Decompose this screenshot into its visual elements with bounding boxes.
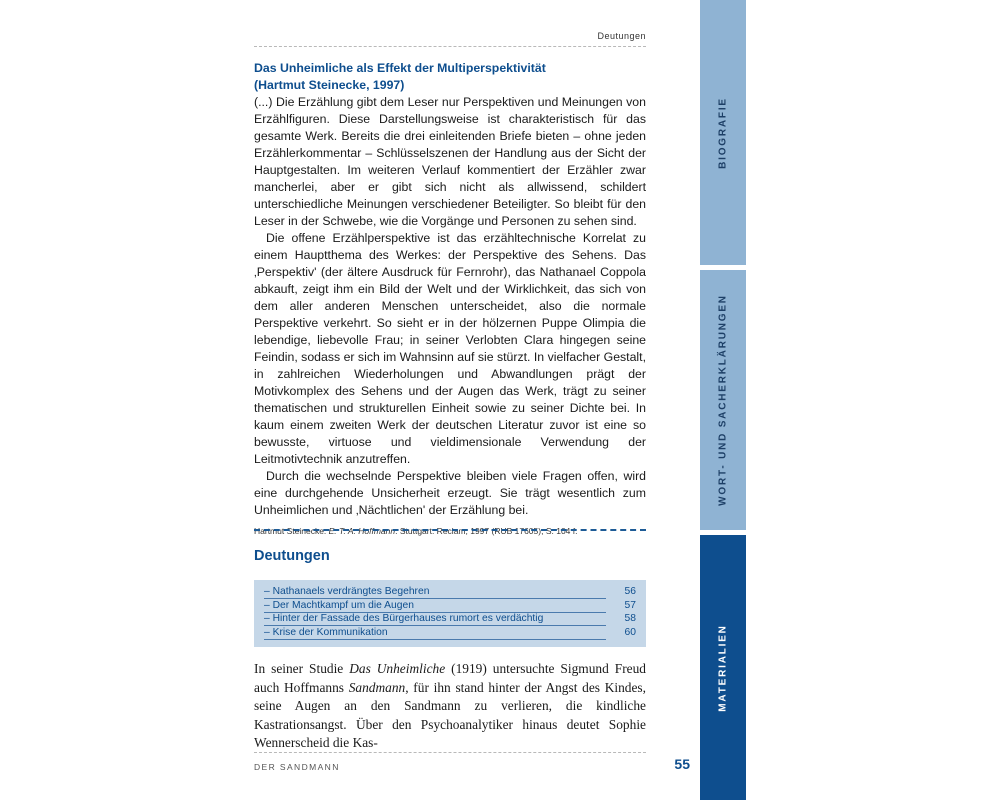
quote-paragraph: Durch die wechselnde Perspektive bleiben viele Fragen offen, wird eine durchgehende Unsicherheit erzeugt. Sie trägt wesentlich zum Unheimlichen und ‚Nächtlichen' der Erzählung bei.	[254, 469, 646, 517]
source-author: Hartmut Steinecke:	[254, 526, 329, 536]
tab-biografie[interactable]	[700, 0, 746, 265]
body-text-run: (1919) untersuchte Sigmund Freud auch Hoffmanns	[254, 661, 646, 695]
body-work-title: Sandmann	[348, 679, 406, 695]
tab-label: BIOGRAFIE	[717, 96, 729, 169]
tab-materialien[interactable]	[700, 535, 746, 800]
toc-entry[interactable]	[264, 600, 636, 613]
toc-entry-page: 60	[624, 626, 636, 638]
toc-entry-label: – Nathanaels verdrängtes Begehren	[264, 586, 432, 597]
source-publisher: . Stuttgart: Reclam, 1997 (RUB 17605), S. 104 f.	[395, 526, 578, 536]
page-number: 55	[674, 756, 690, 772]
quote-block	[254, 60, 646, 538]
footer-book-title: DER SANDMANN	[254, 762, 340, 772]
toc-box	[254, 580, 646, 647]
toc-entry-page: 56	[624, 586, 636, 597]
tab-wort-und-sacherklaerungen[interactable]	[700, 270, 746, 530]
quote-title	[254, 60, 646, 94]
tab-label: MATERIALIEN	[717, 623, 729, 712]
toc-rule	[264, 639, 606, 640]
toc-entry-label: – Hinter der Fassade des Bürgerhauses rumort es verdächtig	[264, 613, 546, 624]
quote-body	[254, 94, 646, 519]
footer-divider	[254, 752, 646, 753]
toc-entry-page: 57	[624, 599, 636, 611]
section-title: Deutungen	[254, 548, 330, 564]
body-paragraph	[254, 660, 646, 753]
toc-entry[interactable]	[264, 586, 636, 599]
source-title: E. T. A. Hoffmann	[328, 526, 396, 536]
quote-source	[254, 525, 646, 538]
running-header: Deutungen	[597, 31, 646, 41]
toc-entry[interactable]	[264, 613, 636, 626]
quote-title-author: (Hartmut Steinecke, 1997)	[254, 78, 405, 92]
body-text-run: In seiner Studie	[254, 661, 350, 676]
tab-label: WORT- UND SACHERKLÄRUNGEN	[717, 294, 729, 506]
quote-title-line: Das Unheimliche als Effekt der Multiperspektivität	[254, 61, 546, 75]
body-work-title: Das Unheimliche	[349, 661, 446, 676]
toc-entry-label: – Der Machtkampf um die Augen	[264, 600, 417, 611]
body-text-run: , für ihn stand hinter der Angst des Kindes, seine Augen an den Sandmann zu verlieren, die kindliche Kastrationsangst. Über den Psychoanalytiker hinaus deutet Sophie Wennerscheid die Kas-	[254, 679, 646, 750]
section-divider	[254, 529, 646, 531]
header-divider	[254, 46, 646, 47]
toc-entry-page: 58	[624, 613, 636, 624]
toc-entry[interactable]	[264, 627, 636, 640]
quote-paragraph: Die offene Erzählperspektive ist das erzähltechnische Korrelat zu einem Hauptthema des Werkes: der Perspektive des Sehens. Das ‚Perspektiv' (der ältere Ausdruck für Fernrohr), das Nathanael Coppola abkauft, zeigt ihm ein Bild der Welt und der Wirklichkeit, das sich von dem aller anderen Menschen unterscheidet, also die normale Perspektive verkehrt. So sieht er in der hölzernen Puppe Olimpia die lebendige, liebevolle Frau; in seiner Verlobten Clara hingegen seine Feindin, sodass er sich im Wahnsinn auf sie stürzt. In vielfacher Gestalt, in zahlreichen Wiederholungen und Abwandlungen prägt der Motivkomplex des Sehens und der Augen das Werk, trägt zu seiner thematischen und strukturellen Einheit sowie zu seiner Dichte bei. In kaum einem zweiten Werk der deutschen Literatur zuvor ist eine so bewusste, virtuose und vieldimensionale Verwendung der Leitmotivtechnik anzutreffen.	[254, 231, 646, 466]
toc-entry-label: – Krise der Kommunikation	[264, 627, 391, 638]
quote-paragraph: (...) Die Erzählung gibt dem Leser nur Perspektiven und Meinungen von Erzählfiguren. Diese Darstellungsweise ist charakteristisch für das gesamte Werk. Bereits die drei einleitenden Briefe bieten – ohne jeden Erzählerkommentar – Schlüsselszenen der Handlung aus der Sicht der Hauptgestalten. Im weiteren Verlauf kommentiert der Erzähler zwar mancherlei, aber er gibt sich nicht als allwissend, schildert unterschiedliche Meinungen verschiedener Beteiligter. So bleibt für den Leser in der Schwebe, wie die Vorgänge und Personen zu sehen sind.	[254, 95, 646, 228]
